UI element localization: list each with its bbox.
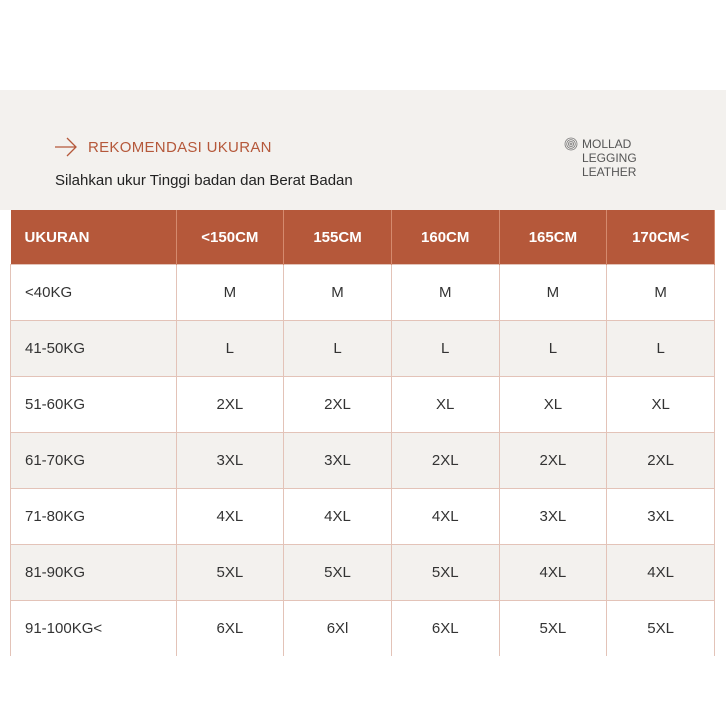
size-cell: L bbox=[499, 321, 607, 377]
table-row bbox=[11, 601, 715, 657]
fingerprint-logo-icon bbox=[564, 137, 578, 151]
size-cell: M bbox=[499, 265, 607, 321]
size-cell: L bbox=[284, 321, 392, 377]
table-row bbox=[11, 545, 715, 601]
weight-cell: 91-100KG< bbox=[11, 601, 177, 657]
size-cell: 5XL bbox=[499, 601, 607, 657]
logo-line: LEATHER bbox=[582, 165, 637, 179]
size-cell: 5XL bbox=[391, 545, 499, 601]
size-cell: XL bbox=[607, 377, 715, 433]
weight-cell: 51-60KG bbox=[11, 377, 177, 433]
column-header: 155CM bbox=[284, 210, 392, 265]
size-cell: 4XL bbox=[391, 489, 499, 545]
size-cell: 2XL bbox=[176, 377, 284, 433]
size-cell: L bbox=[176, 321, 284, 377]
table-row bbox=[11, 489, 715, 545]
size-cell: 4XL bbox=[499, 545, 607, 601]
subtitle-text: Silahkan ukur Tinggi badan dan Berat Badan bbox=[55, 172, 353, 189]
size-cell: L bbox=[391, 321, 499, 377]
brand-logo bbox=[564, 137, 637, 179]
column-header: 170CM< bbox=[607, 210, 715, 265]
size-cell: 5XL bbox=[176, 545, 284, 601]
size-cell: 4XL bbox=[607, 545, 715, 601]
logo-line: MOLLAD bbox=[582, 137, 632, 151]
size-cell: 3XL bbox=[284, 433, 392, 489]
column-header: <150CM bbox=[176, 210, 284, 265]
table-row bbox=[11, 321, 715, 377]
weight-cell: 71-80KG bbox=[11, 489, 177, 545]
section-title bbox=[54, 136, 272, 158]
size-cell: M bbox=[284, 265, 392, 321]
arrow-right-icon bbox=[54, 136, 78, 158]
size-cell: 5XL bbox=[284, 545, 392, 601]
size-cell: XL bbox=[391, 377, 499, 433]
size-cell: 2XL bbox=[607, 433, 715, 489]
size-cell: 4XL bbox=[176, 489, 284, 545]
table-row bbox=[11, 433, 715, 489]
weight-cell: 41-50KG bbox=[11, 321, 177, 377]
size-cell: 4XL bbox=[284, 489, 392, 545]
size-chart-table bbox=[10, 210, 715, 656]
weight-cell: 81-90KG bbox=[11, 545, 177, 601]
column-header: 160CM bbox=[391, 210, 499, 265]
table-row bbox=[11, 265, 715, 321]
size-cell: XL bbox=[499, 377, 607, 433]
size-cell: M bbox=[176, 265, 284, 321]
table-header-row bbox=[11, 210, 715, 265]
column-header: UKURAN bbox=[11, 210, 177, 265]
weight-cell: 61-70KG bbox=[11, 433, 177, 489]
size-cell: 2XL bbox=[284, 377, 392, 433]
logo-line: LEGGING bbox=[582, 151, 637, 165]
size-cell: 2XL bbox=[391, 433, 499, 489]
weight-cell: <40KG bbox=[11, 265, 177, 321]
column-header: 165CM bbox=[499, 210, 607, 265]
size-cell: M bbox=[607, 265, 715, 321]
size-cell: L bbox=[607, 321, 715, 377]
size-cell: 3XL bbox=[499, 489, 607, 545]
size-cell: 3XL bbox=[176, 433, 284, 489]
size-cell: 6XL bbox=[391, 601, 499, 657]
title-text: REKOMENDASI UKURAN bbox=[88, 138, 272, 156]
size-cell: M bbox=[391, 265, 499, 321]
size-cell: 3XL bbox=[607, 489, 715, 545]
size-cell: 6XL bbox=[176, 601, 284, 657]
size-cell: 5XL bbox=[607, 601, 715, 657]
table-row bbox=[11, 377, 715, 433]
size-cell: 2XL bbox=[499, 433, 607, 489]
size-cell: 6Xl bbox=[284, 601, 392, 657]
